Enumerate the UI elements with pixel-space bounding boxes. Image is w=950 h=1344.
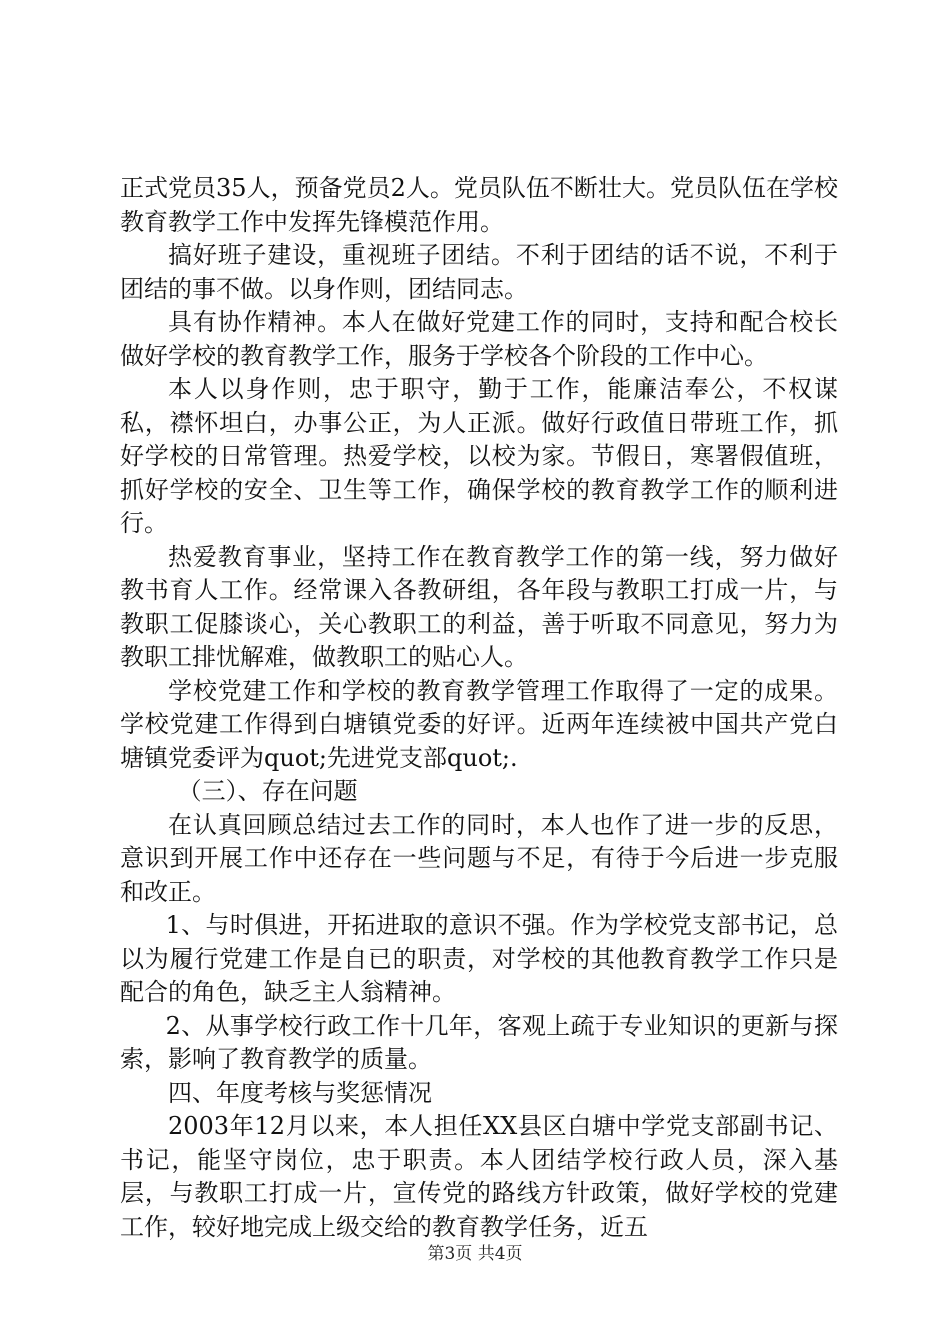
list-item-problem-2: 2、从事学校行政工作十几年，客观上疏于专业知识的更新与探索，影响了教育教学的质量。	[120, 1011, 838, 1073]
paragraph-cooperation: 具有协作精神。本人在做好党建工作的同时，支持和配合校长做好学校的教育教学工作，服务于学校各个阶段的工作中心。	[120, 308, 838, 370]
paragraph-party-members: 正式党员35人，预备党员2人。党员队伍不断壮大。党员队伍在学校教育教学工作中发挥先锋模范作用。	[120, 174, 838, 236]
paragraph-education-career: 热爱教育事业，坚持工作在教育教学工作的第一线，努力做好教书育人工作。经常课入各教研组，各年段与教职工打成一片，与教职工促膝谈心，关心教职工的利益，善于听取不同意见，努力为教职工排忧解难，做教职工的贴心人。	[120, 542, 838, 671]
paragraph-reflection: 在认真回顾总结过去工作的同时，本人也作了进一步的反思，意识到开展工作中还存在一些问题与不足，有待于今后进一步克服和改正。	[120, 810, 838, 906]
paragraph-achievements: 学校党建工作和学校的教育教学管理工作取得了一定的成果。学校党建工作得到白塘镇党委的好评。近两年连续被中国共产党白塘镇党委评为quot;先进党支部quot;.	[120, 676, 838, 772]
paragraph-team-building: 搞好班子建设，重视班子团结。不利于团结的话不说，不利于团结的事不做。以身作则，团结同志。	[120, 241, 838, 303]
paragraph-self-discipline: 本人以身作则，忠于职守，勤于工作，能廉洁奉公，不权谋私，襟怀坦白，办事公正，为人正派。做好行政值日带班工作，抓好学校的日常管理。热爱学校，以校为家。节假日，寒署假值班，抓好学校的安全、卫生等工作，确保学校的教育教学工作的顺利进行。	[120, 375, 838, 537]
page-footer: 第3页 共4页	[427, 1244, 523, 1264]
document-body	[120, 172, 838, 1244]
section-heading-problems: （三）、存在问题	[177, 777, 358, 805]
list-item-problem-1: 1、与时俱进，开拓进取的意识不强。作为学校党支部书记，总以为履行党建工作是自已的职责，对学校的其他教育教学工作只是配合的角色，缺乏主人翁精神。	[120, 911, 838, 1006]
section-heading-assessment: 四、年度考核与奖惩情况	[168, 1078, 432, 1107]
paragraph-assessment: 2003年12月以来，本人担任XX县区白塘中学党支部副书记、书记，能坚守岗位，忠于职责。本人团结学校行政人员，深入基层，与教职工打成一片，宣传党的路线方针政策，做好学校的党建工作，较好地完成上级交给的教育教学任务，近五	[120, 1112, 838, 1241]
